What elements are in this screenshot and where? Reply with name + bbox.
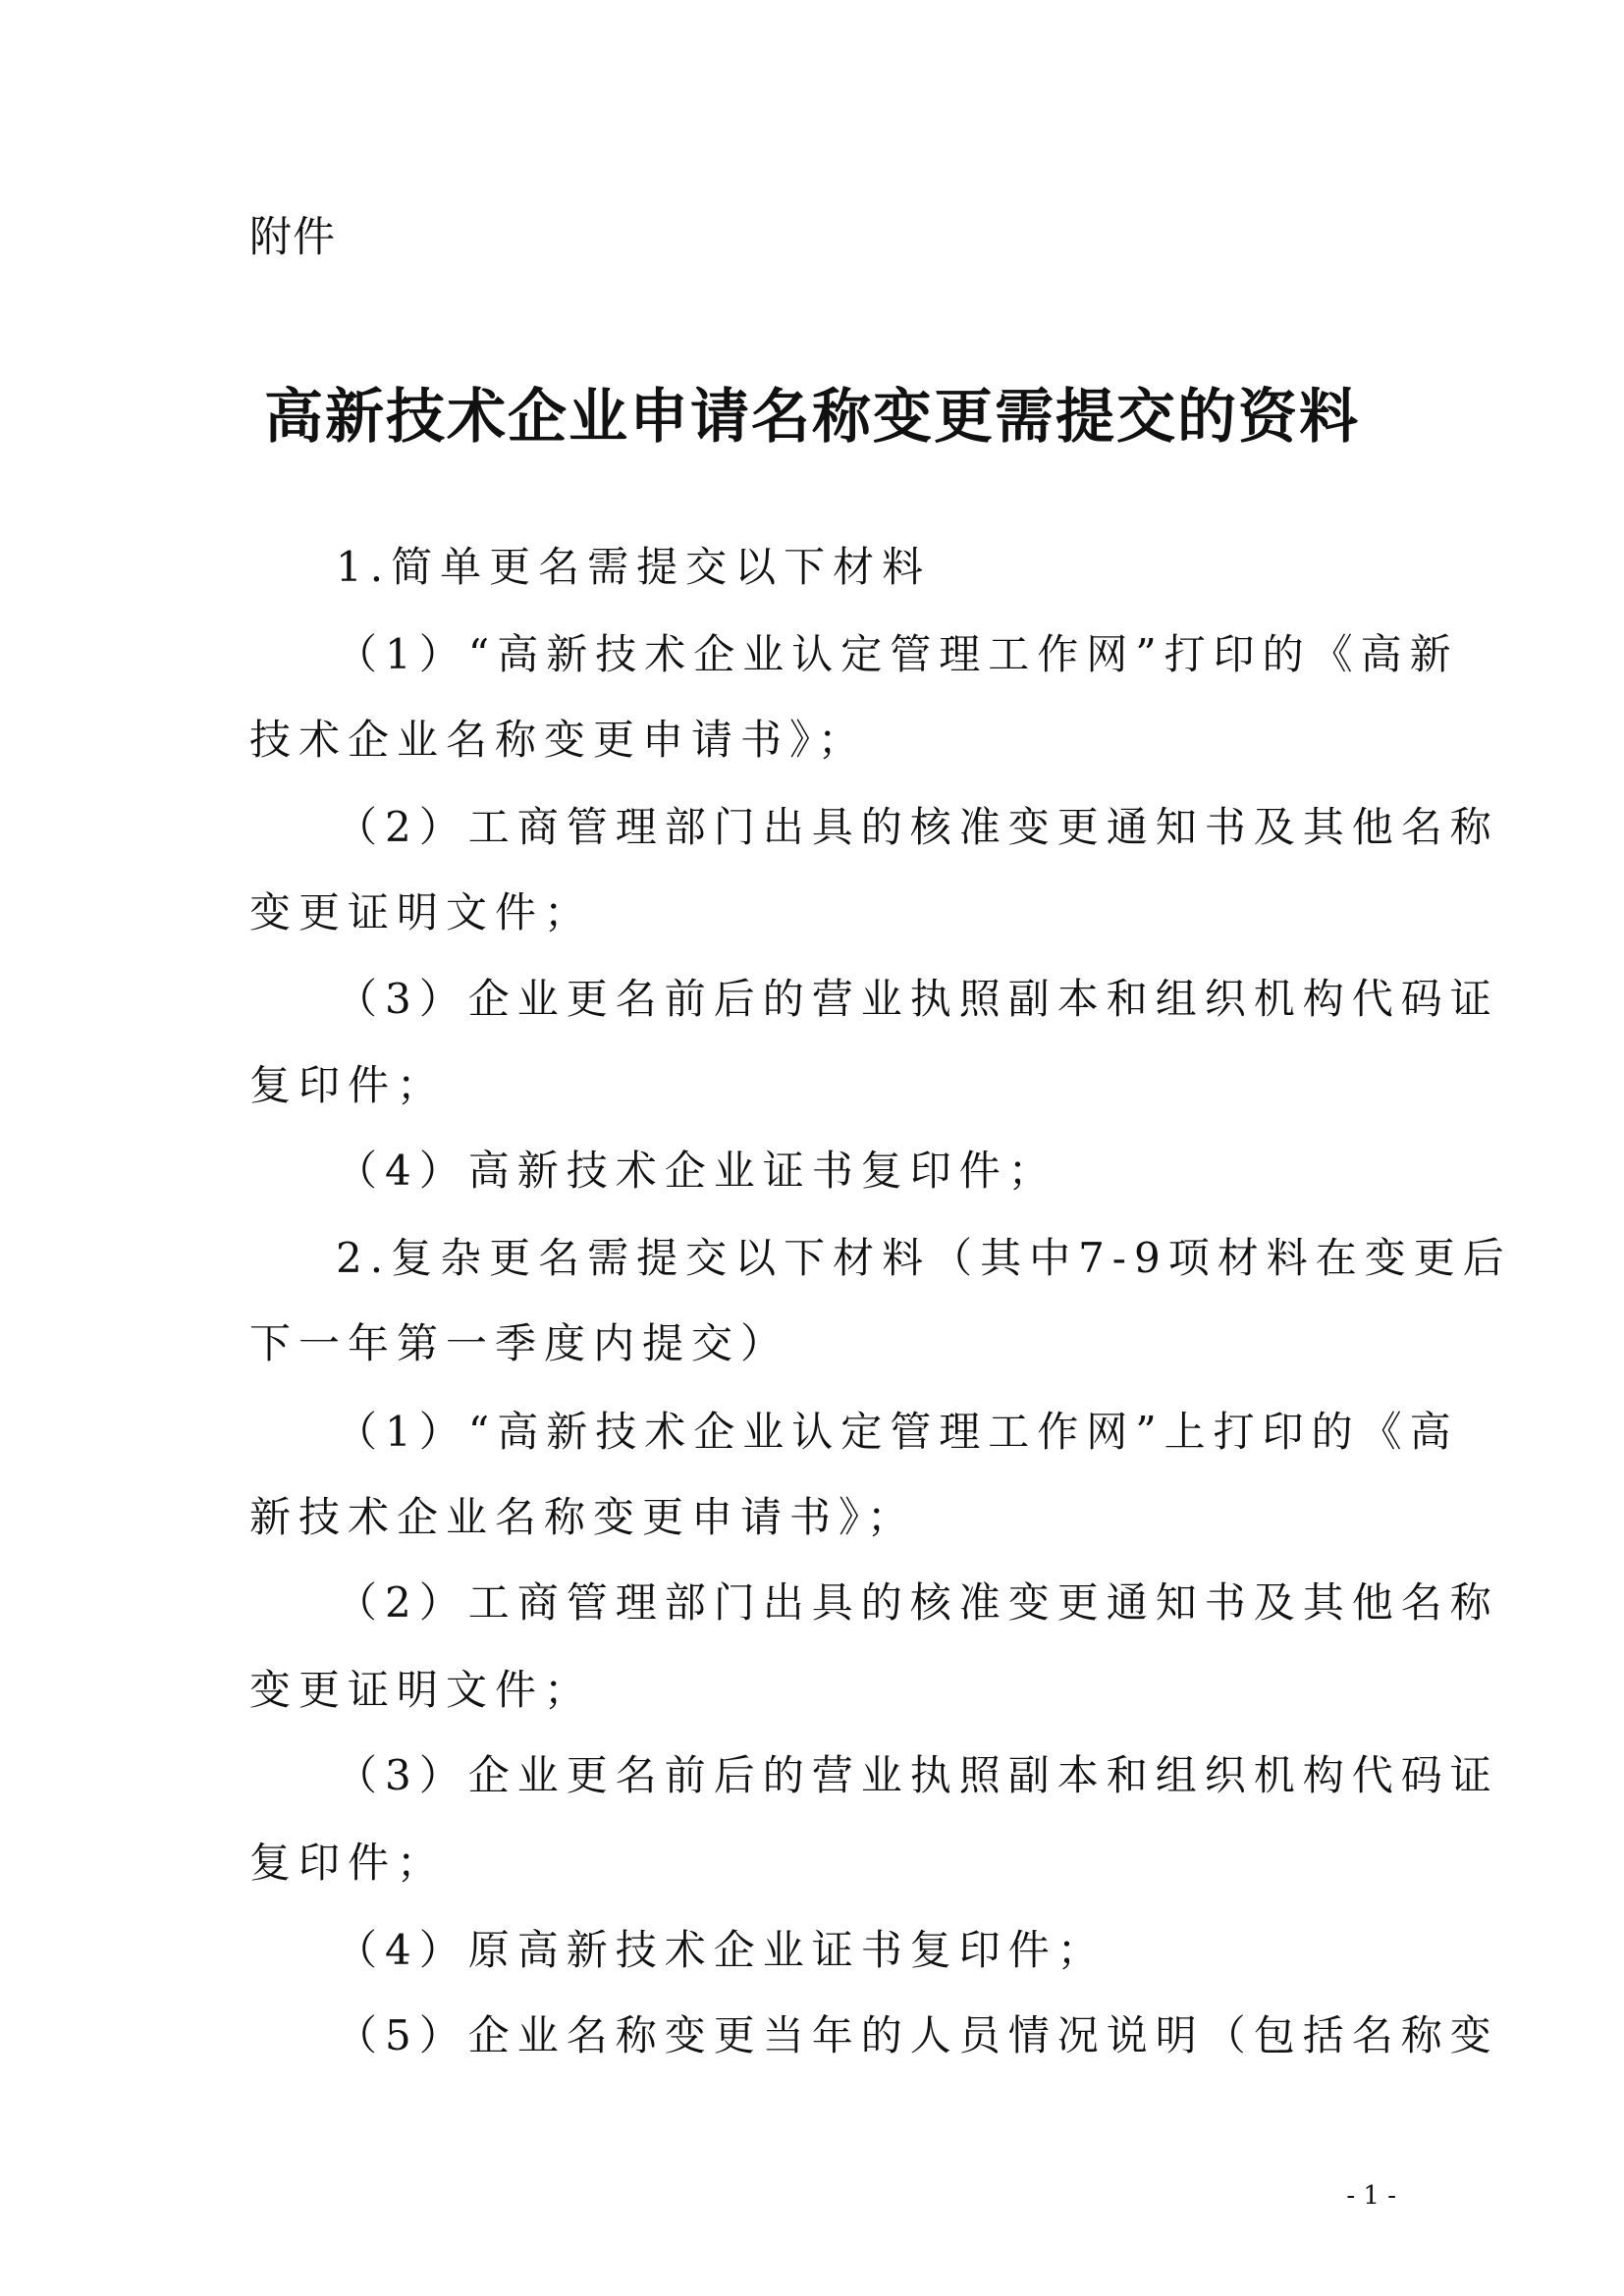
list-item-continuation: 变更证明文件； — [249, 888, 594, 936]
page-number: - 1 - — [1346, 2181, 1396, 2211]
list-item-continuation: 复印件； — [249, 1061, 447, 1109]
attachment-label: 附件 — [249, 213, 336, 262]
list-item: （2）工商管理部门出具的核准变更通知书及其他名称 — [336, 1578, 1499, 1627]
list-item-continuation: 复印件； — [249, 1839, 447, 1887]
document-title: 高新技术企业申请名称变更需提交的资料 — [264, 383, 1360, 452]
list-item: （5）企业名称变更当年的人员情况说明（包括名称变 — [336, 2011, 1499, 2059]
list-item-continuation: 技术企业名称变更申请书》； — [249, 716, 868, 764]
list-item: （3）企业更名前后的营业执照副本和组织机构代码证 — [336, 1751, 1499, 1799]
list-item: （2）工商管理部门出具的核准变更通知书及其他名称 — [336, 803, 1499, 851]
list-item: （1）“高新技术企业认定管理工作网”打印的《高新 — [336, 630, 1459, 678]
section-heading: 1.简单更名需提交以下材料 — [336, 543, 932, 591]
section-heading-continuation: 下一年第一季度内提交） — [249, 1319, 790, 1367]
list-item: （4）高新技术企业证书复印件； — [336, 1147, 1057, 1195]
list-item-continuation: 新技术企业名称变更申请书》； — [249, 1493, 917, 1541]
list-item: （3）企业更名前后的营业执照副本和组织机构代码证 — [336, 975, 1499, 1023]
list-item: （1）“高新技术企业认定管理工作网”上打印的《高 — [336, 1408, 1459, 1456]
list-item: （4）原高新技术企业证书复印件； — [336, 1926, 1107, 1974]
list-item-continuation: 变更证明文件； — [249, 1666, 594, 1714]
section-heading: 2.复杂更名需提交以下材料（其中7-9项材料在变更后 — [336, 1234, 1512, 1282]
